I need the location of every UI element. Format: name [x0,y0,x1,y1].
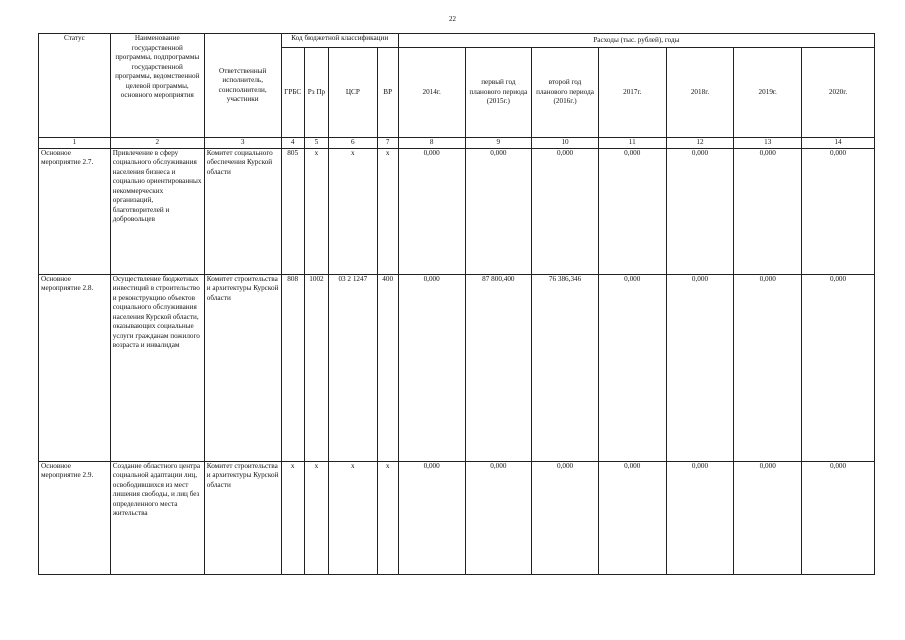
row-name: Создание областного центра социальной адаптации лиц, освободившихся из мест лишения свободы, и лиц без определенного места жительства [110,461,204,574]
row-2019: 0,000 [734,274,802,461]
row-2017: 0,000 [598,148,666,274]
row-2016: 0,000 [532,148,599,274]
row-2017: 0,000 [598,461,666,574]
row-rzpr: х [304,461,328,574]
row-responsible: Комитет строительства и архитектуры Курской области [204,461,281,574]
col-number: 11 [598,138,666,149]
row-2018: 0,000 [666,148,734,274]
row-grbs: х [281,461,304,574]
row-2019: 0,000 [734,148,802,274]
row-csr: х [329,461,378,574]
row-status: Основное мероприятие 2.7. [39,148,111,274]
table-row [39,461,875,574]
header-2019: 2019г. [734,48,802,138]
header-row-top [39,34,875,48]
row-rzpr: х [304,148,328,274]
col-number: 7 [377,138,398,149]
header-csr: ЦСР [329,48,378,138]
row-status: Основное мероприятие 2.9. [39,461,111,574]
row-vr: х [377,461,398,574]
row-2017: 0,000 [598,274,666,461]
col-number: 5 [304,138,328,149]
header-status: Статус [39,34,111,138]
col-number: 2 [110,138,204,149]
header-2016: второй год планового периода (2016г.) [532,48,599,138]
header-name: Наименование государственной программы, подпрограммы государственной программы, ведомственной целевой программы, основного мероприятия [110,34,204,138]
row-responsible: Комитет строительства и архитектуры Курской области [204,274,281,461]
row-csr: 03 2 1247 [329,274,378,461]
row-2014: 0,000 [398,274,465,461]
col-number: 13 [734,138,802,149]
header-responsible: Ответственный исполнитель, соисполнители, участники [204,34,281,138]
row-vr: 400 [377,274,398,461]
header-vr: ВР [377,48,398,138]
page-number: 22 [449,15,456,23]
col-number: 14 [802,138,875,149]
row-rzpr: 1002 [304,274,328,461]
row-2018: 0,000 [666,274,734,461]
col-number: 6 [329,138,378,149]
header-code-group: Код бюджетной классификации [281,34,398,48]
col-number: 3 [204,138,281,149]
header-rzpr: Рз Пр [304,48,328,138]
row-2016: 0,000 [532,461,599,574]
row-2014: 0,000 [398,461,465,574]
column-number-row [39,138,875,149]
row-2020: 0,000 [802,274,875,461]
row-name: Осуществление бюджетных инвестиций в строительство и реконструкцию объектов социального обслуживания населения Курской области, оказывающих социальные услуги гражданам пожилого возраста и инвалидам [110,274,204,461]
row-grbs: 805 [281,148,304,274]
header-2015: первый год планового периода (2015г.) [465,48,532,138]
header-2017: 2017г. [598,48,666,138]
header-2014: 2014г. [398,48,465,138]
budget-table [38,33,875,575]
row-2020: 0,000 [802,148,875,274]
table-row [39,274,875,461]
header-grbs: ГРБС [281,48,304,138]
row-2019: 0,000 [734,461,802,574]
row-vr: х [377,148,398,274]
row-grbs: 808 [281,274,304,461]
row-2015: 0,000 [465,461,532,574]
header-2018: 2018г. [666,48,734,138]
col-number: 4 [281,138,304,149]
row-2020: 0,000 [802,461,875,574]
row-2015: 0,000 [465,148,532,274]
header-expenses-group: Расходы (тыс. рублей), годы [398,34,874,48]
row-responsible: Комитет социального обеспечения Курской области [204,148,281,274]
row-2014: 0,000 [398,148,465,274]
col-number: 8 [398,138,465,149]
row-2016: 76 386,346 [532,274,599,461]
row-2015: 87 800,400 [465,274,532,461]
col-number: 12 [666,138,734,149]
table-row [39,148,875,274]
row-2018: 0,000 [666,461,734,574]
header-2020: 2020г. [802,48,875,138]
col-number: 10 [532,138,599,149]
row-status: Основное мероприятие 2.8. [39,274,111,461]
col-number: 9 [465,138,532,149]
col-number: 1 [39,138,111,149]
row-csr: х [329,148,378,274]
row-name: Привлечение в сферу социального обслуживания населения бизнеса и социально ориентированных некоммерческих организаций, благотворителей и добровольцев [110,148,204,274]
